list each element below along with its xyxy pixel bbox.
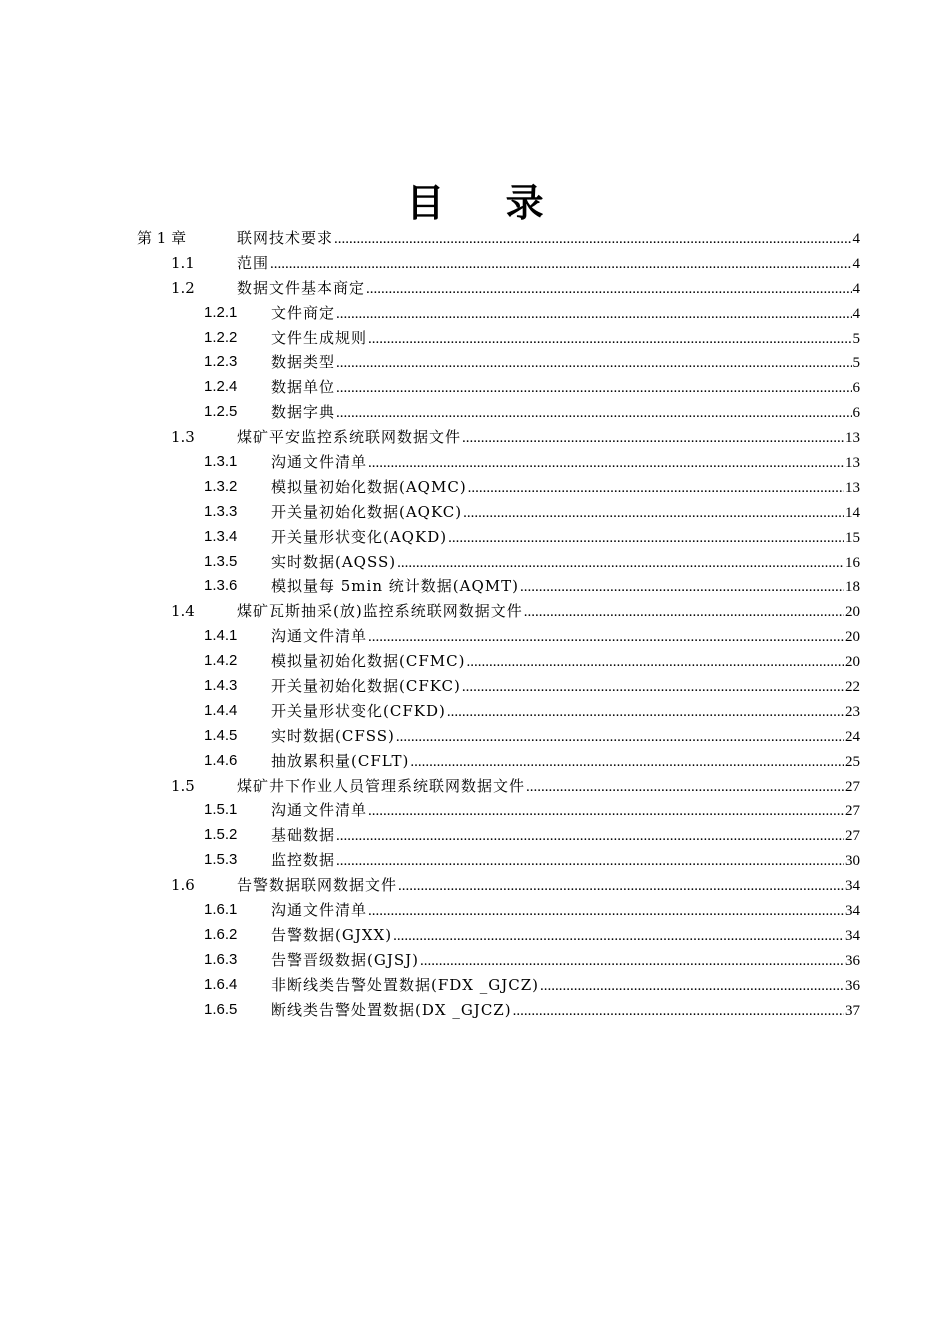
toc-entry-line bbox=[271, 375, 860, 401]
toc-entry-number: 1.6.4 bbox=[204, 975, 238, 993]
toc-entry-line bbox=[271, 525, 860, 551]
toc-dot-leader bbox=[526, 775, 844, 800]
toc-entry-line bbox=[237, 774, 860, 800]
toc-entry-line bbox=[237, 425, 860, 451]
toc-dot-leader bbox=[397, 551, 844, 576]
toc-entry-line bbox=[271, 450, 860, 476]
toc-entry-title: 数据文件基本商定 bbox=[237, 278, 366, 297]
toc-entry[interactable] bbox=[0, 574, 950, 599]
toc-dot-leader bbox=[270, 252, 851, 277]
toc-entry[interactable] bbox=[0, 798, 950, 823]
toc-entry-title: 沟通文件清单 bbox=[271, 627, 368, 646]
toc-entry-line bbox=[271, 898, 860, 924]
toc-dot-leader bbox=[368, 451, 844, 476]
toc-entry[interactable] bbox=[0, 823, 950, 848]
toc-entry-page-number: 13 bbox=[845, 430, 860, 447]
toc-entry-page-number: 16 bbox=[845, 554, 860, 571]
toc-entry-title: 文件生成规则 bbox=[271, 328, 368, 347]
toc-dot-leader bbox=[448, 526, 844, 551]
toc-entry-number: 1.4.4 bbox=[204, 701, 238, 719]
toc-entry[interactable] bbox=[0, 276, 950, 301]
toc-entry[interactable] bbox=[0, 226, 950, 251]
toc-entry-page-number: 25 bbox=[845, 753, 860, 770]
toc-entry-title: 数据类型 bbox=[271, 353, 336, 372]
toc-entry-line bbox=[271, 574, 860, 600]
toc-dot-leader bbox=[462, 675, 844, 700]
toc-entry[interactable] bbox=[0, 525, 950, 550]
toc-entry-number: 1.4.3 bbox=[204, 677, 238, 695]
toc-dot-leader bbox=[393, 924, 844, 949]
toc-entry-title: 沟通文件清单 bbox=[271, 801, 368, 820]
toc-dot-leader bbox=[466, 650, 844, 675]
toc-entry-line bbox=[237, 599, 860, 625]
toc-entry-page-number: 13 bbox=[845, 455, 860, 472]
toc-entry-title: 煤矿井下作业人员管理系统联网数据文件 bbox=[237, 776, 526, 795]
toc-entry-title: 煤矿瓦斯抽采(放)监控系统联网数据文件 bbox=[237, 602, 523, 621]
toc-entry[interactable] bbox=[0, 923, 950, 948]
toc-dot-leader bbox=[398, 874, 844, 899]
toc-dot-leader bbox=[468, 476, 844, 501]
toc-entry-title: 数据字典 bbox=[271, 403, 336, 422]
toc-entry-page-number: 23 bbox=[845, 703, 860, 720]
toc-entry-page-number: 20 bbox=[845, 629, 860, 646]
toc-entry-page-number: 15 bbox=[845, 529, 860, 546]
toc-entry-number: 1.2.5 bbox=[204, 403, 238, 421]
toc-entry-page-number: 6 bbox=[852, 405, 860, 422]
toc-entry[interactable] bbox=[0, 674, 950, 699]
toc-entry[interactable] bbox=[0, 375, 950, 400]
toc-entry-line bbox=[271, 475, 860, 501]
toc-entry-number: 1.6.1 bbox=[204, 901, 238, 919]
toc-entry-number: 1.3.6 bbox=[204, 577, 238, 595]
toc-entry-page-number: 14 bbox=[845, 504, 860, 521]
toc-entry-page-number: 4 bbox=[852, 305, 860, 322]
toc-entry-line bbox=[271, 326, 860, 352]
toc-entry[interactable] bbox=[0, 450, 950, 475]
toc-dot-leader bbox=[368, 799, 844, 824]
toc-dot-leader bbox=[334, 227, 851, 252]
toc-entry-number: 第 1 章 bbox=[137, 229, 187, 247]
toc-entry-title: 基础数据 bbox=[271, 826, 336, 845]
toc-dot-leader bbox=[336, 849, 844, 874]
toc-dot-leader bbox=[396, 725, 844, 750]
toc-entry-line bbox=[271, 749, 860, 775]
toc-entry-number: 1.6.2 bbox=[204, 925, 238, 943]
toc-entry-title: 开关量形状变化(CFKD) bbox=[271, 701, 446, 720]
toc-entry-number: 1.5.2 bbox=[204, 826, 238, 844]
toc-entry-page-number: 18 bbox=[845, 579, 860, 596]
toc-entry-number: 1.2 bbox=[171, 278, 195, 297]
toc-entry-number: 1.3.3 bbox=[204, 502, 238, 520]
toc-entry-page-number: 22 bbox=[845, 679, 860, 696]
toc-entry-line bbox=[271, 550, 860, 576]
toc-entry-title: 断线类告警处置数据(DX _GJCZ) bbox=[271, 1000, 512, 1019]
toc-entry-page-number: 13 bbox=[845, 479, 860, 496]
toc-entry-page-number: 27 bbox=[845, 828, 860, 845]
toc-entry-number: 1.3.5 bbox=[204, 552, 238, 570]
toc-entry[interactable] bbox=[0, 350, 950, 375]
toc-entry-line bbox=[271, 798, 860, 824]
toc-entry-number: 1.3 bbox=[171, 428, 195, 447]
toc-entry-number: 1.3.1 bbox=[204, 453, 238, 471]
toc-entry[interactable] bbox=[0, 848, 950, 873]
toc-entry-title: 抽放累积量(CFLT) bbox=[271, 751, 410, 770]
toc-entry[interactable] bbox=[0, 425, 950, 450]
toc-dot-leader bbox=[524, 600, 844, 625]
toc-entry-number: 1.2.2 bbox=[204, 328, 238, 346]
toc-entry-number: 1.5 bbox=[171, 776, 195, 795]
toc-entry-line bbox=[271, 649, 860, 675]
toc-entry-line bbox=[271, 973, 860, 999]
toc-dot-leader bbox=[336, 401, 851, 426]
toc-entry-title: 实时数据(CFSS) bbox=[271, 726, 395, 745]
toc-entry-page-number: 27 bbox=[845, 803, 860, 820]
page-title: 目 录 bbox=[406, 181, 568, 225]
toc-dot-leader bbox=[368, 899, 844, 924]
toc-entry-number: 1.2.1 bbox=[204, 303, 238, 321]
toc-entry-number: 1.4.6 bbox=[204, 751, 238, 769]
toc-entry-line bbox=[271, 848, 860, 874]
toc-entry-line bbox=[271, 350, 860, 376]
toc-entry[interactable] bbox=[0, 774, 950, 799]
toc-entry[interactable] bbox=[0, 898, 950, 923]
toc-entry-line bbox=[271, 400, 860, 426]
toc-dot-leader bbox=[336, 376, 851, 401]
toc-entry[interactable] bbox=[0, 301, 950, 326]
toc-entry-title: 范围 bbox=[237, 253, 270, 272]
toc-entry[interactable] bbox=[0, 475, 950, 500]
toc-entry[interactable] bbox=[0, 400, 950, 425]
toc-entry-title: 告警数据(GJXX) bbox=[271, 925, 393, 944]
toc-dot-leader bbox=[462, 426, 844, 451]
toc-entry[interactable] bbox=[0, 948, 950, 973]
toc-entry-page-number: 20 bbox=[845, 604, 860, 621]
toc-entry-title: 沟通文件清单 bbox=[271, 901, 368, 920]
toc-entry-line bbox=[237, 226, 860, 252]
toc-dot-leader bbox=[513, 999, 844, 1024]
toc-entry-title: 开关量形状变化(AQKD) bbox=[271, 527, 448, 546]
toc-entry[interactable] bbox=[0, 550, 950, 575]
toc-entry[interactable] bbox=[0, 649, 950, 674]
toc-entry-page-number: 34 bbox=[845, 927, 860, 944]
toc-entry-number: 1.1 bbox=[171, 253, 195, 272]
toc-dot-leader bbox=[368, 625, 844, 650]
toc-entry-number: 1.5.1 bbox=[204, 801, 238, 819]
toc-entry[interactable] bbox=[0, 699, 950, 724]
toc-entry-number: 1.4.2 bbox=[204, 652, 238, 670]
toc-entry[interactable] bbox=[0, 326, 950, 351]
toc-entry-page-number: 34 bbox=[845, 903, 860, 920]
toc-entry[interactable] bbox=[0, 749, 950, 774]
toc-entry-number: 1.3.2 bbox=[204, 477, 238, 495]
toc-entry-line bbox=[271, 998, 860, 1024]
toc-entry-line bbox=[271, 301, 860, 327]
toc-entry-title: 非断线类告警处置数据(FDX _GJCZ) bbox=[271, 975, 539, 994]
toc-entry-title: 模拟量每 5min 统计数据(AQMT) bbox=[271, 577, 519, 596]
toc-entry-line bbox=[271, 948, 860, 974]
toc-dot-leader bbox=[463, 501, 844, 526]
toc-entry[interactable] bbox=[0, 998, 950, 1023]
toc-entry-page-number: 6 bbox=[852, 380, 860, 397]
toc-entry-title: 煤矿平安监控系统联网数据文件 bbox=[237, 428, 462, 447]
toc-entry-number: 1.4.1 bbox=[204, 627, 238, 645]
toc-entry[interactable] bbox=[0, 599, 950, 624]
toc-entry-page-number: 20 bbox=[845, 654, 860, 671]
toc-entry-title: 数据单位 bbox=[271, 378, 336, 397]
toc-entry-title: 实时数据(AQSS) bbox=[271, 552, 397, 571]
toc-entry-title: 文件商定 bbox=[271, 303, 336, 322]
toc-entry-number: 1.2.3 bbox=[204, 353, 238, 371]
toc-entry[interactable] bbox=[0, 724, 950, 749]
table-of-contents bbox=[0, 226, 950, 1023]
toc-entry-number: 1.6.5 bbox=[204, 1000, 238, 1018]
toc-entry-page-number: 5 bbox=[852, 330, 860, 347]
toc-entry-page-number: 36 bbox=[845, 952, 860, 969]
toc-entry-number: 1.6.3 bbox=[204, 950, 238, 968]
toc-entry-title: 开关量初始化数据(CFKC) bbox=[271, 677, 461, 696]
toc-entry-page-number: 36 bbox=[845, 977, 860, 994]
toc-entry-line bbox=[271, 674, 860, 700]
toc-entry-title: 告警数据联网数据文件 bbox=[237, 876, 398, 895]
toc-entry-line bbox=[271, 624, 860, 650]
toc-entry-line bbox=[271, 923, 860, 949]
toc-entry[interactable] bbox=[0, 251, 950, 276]
toc-entry-number: 1.3.4 bbox=[204, 527, 238, 545]
toc-entry-page-number: 37 bbox=[845, 1002, 860, 1019]
toc-entry-title: 监控数据 bbox=[271, 851, 336, 870]
toc-entry-page-number: 30 bbox=[845, 853, 860, 870]
toc-dot-leader bbox=[368, 327, 851, 352]
toc-entry-line bbox=[271, 823, 860, 849]
toc-entry-line bbox=[237, 276, 860, 302]
toc-dot-leader bbox=[410, 750, 844, 775]
toc-entry-page-number: 27 bbox=[845, 778, 860, 795]
toc-entry-line bbox=[271, 500, 860, 526]
toc-entry-line bbox=[271, 724, 860, 750]
toc-entry-line bbox=[237, 251, 860, 277]
toc-dot-leader bbox=[366, 277, 851, 302]
toc-entry-page-number: 4 bbox=[852, 255, 860, 272]
toc-entry-page-number: 34 bbox=[845, 878, 860, 895]
toc-entry-line bbox=[237, 873, 860, 899]
toc-dot-leader bbox=[420, 949, 844, 974]
toc-entry-title: 联网技术要求 bbox=[237, 229, 334, 247]
toc-entry-number: 1.6 bbox=[171, 876, 195, 895]
toc-entry-page-number: 24 bbox=[845, 728, 860, 745]
toc-entry-title: 告警晋级数据(GJSJ) bbox=[271, 950, 419, 969]
toc-dot-leader bbox=[520, 575, 844, 600]
toc-entry-page-number: 4 bbox=[852, 231, 860, 247]
toc-entry-number: 1.4.5 bbox=[204, 726, 238, 744]
toc-entry-title: 模拟量初始化数据(CFMC) bbox=[271, 652, 466, 671]
toc-entry[interactable] bbox=[0, 973, 950, 998]
toc-dot-leader bbox=[540, 974, 844, 999]
toc-dot-leader bbox=[447, 700, 844, 725]
toc-dot-leader bbox=[336, 302, 851, 327]
toc-entry-title: 沟通文件清单 bbox=[271, 453, 368, 472]
toc-entry-number: 1.5.3 bbox=[204, 851, 238, 869]
toc-entry-page-number: 4 bbox=[852, 280, 860, 297]
toc-entry-number: 1.4 bbox=[171, 602, 195, 621]
toc-entry[interactable] bbox=[0, 873, 950, 898]
toc-entry-line bbox=[271, 699, 860, 725]
toc-entry[interactable] bbox=[0, 624, 950, 649]
toc-dot-leader bbox=[336, 824, 844, 849]
toc-entry[interactable] bbox=[0, 500, 950, 525]
toc-entry-page-number: 5 bbox=[852, 355, 860, 372]
toc-entry-title: 模拟量初始化数据(AQMC) bbox=[271, 477, 467, 496]
toc-entry-title: 开关量初始化数据(AQKC) bbox=[271, 502, 463, 521]
toc-dot-leader bbox=[336, 351, 851, 376]
toc-entry-number: 1.2.4 bbox=[204, 378, 238, 396]
